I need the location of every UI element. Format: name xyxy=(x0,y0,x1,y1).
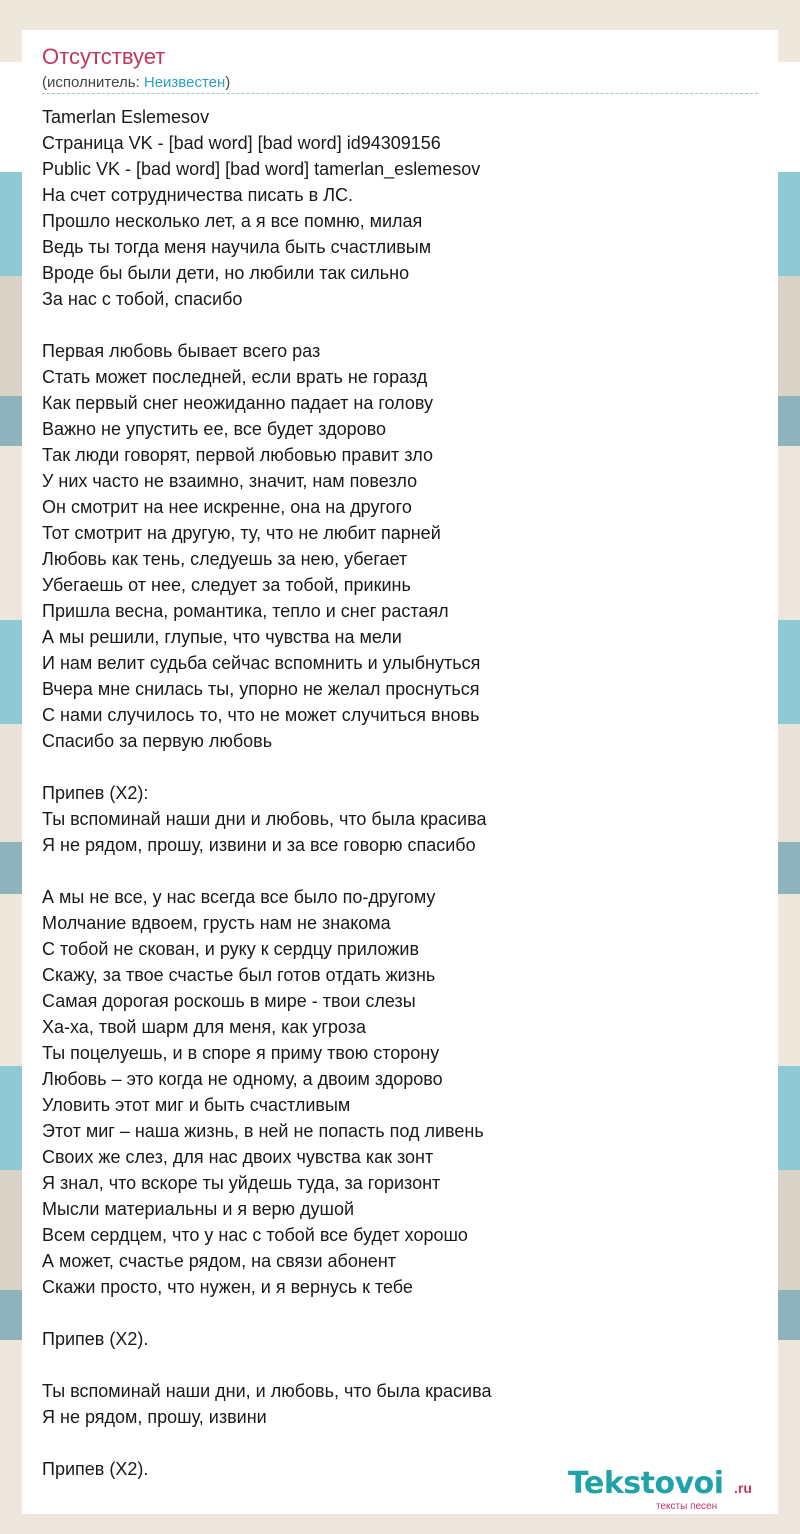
lyrics-line: Ты вспоминай наши дни и любовь, что была красива xyxy=(42,809,487,829)
song-title: Отсутствует xyxy=(42,44,166,69)
lyrics-line: Тот смотрит на другую, ту, что не любит парней xyxy=(42,523,441,543)
lyrics-blank-line xyxy=(42,1300,758,1326)
lyrics-line: Спасибо за первую любовь xyxy=(42,731,273,751)
lyrics-line: Самая дорогая роскошь в мире - твои слезы xyxy=(42,991,416,1011)
lyrics-line: Этот миг – наша жизнь, в ней не попасть под ливень xyxy=(42,1121,484,1141)
lyrics-text xyxy=(42,104,758,1482)
lyrics-line: Он смотрит на нее искренне, она на другого xyxy=(42,497,412,517)
lyrics-line: Важно не упустить ее, все будет здорово xyxy=(42,419,387,439)
lyrics-line: Как первый снег неожиданно падает на голову xyxy=(42,393,434,413)
lyrics-line: Убегаешь от нее, следует за тобой, прикинь xyxy=(42,575,411,595)
lyrics-line: Ты вспоминай наши дни, и любовь, что была красива xyxy=(42,1381,492,1401)
lyrics-line: Я знал, что вскоре ты уйдешь туда, за горизонт xyxy=(42,1173,441,1193)
lyrics-line: А может, счастье рядом, на связи абонент xyxy=(42,1251,396,1271)
tekstovoi-logo[interactable] xyxy=(568,1466,768,1512)
lyrics-line: Всем сердцем, что у нас с тобой все будет хорошо xyxy=(42,1225,468,1245)
lyrics-line: Своих же слез, для нас двоих чувства как зонт xyxy=(42,1147,434,1167)
lyrics-line: Вчера мне снилась ты, упорно не желал проснуться xyxy=(42,679,480,699)
header-divider xyxy=(42,93,758,94)
lyrics-line: Страница VK - [bad word] [bad word] id94309156 xyxy=(42,133,441,153)
lyrics-line: Припев (X2): xyxy=(42,783,149,803)
lyrics-line: У них часто не взаимно, значит, нам повезло xyxy=(42,471,418,491)
lyrics-line: Мысли материальны и я верю душой xyxy=(42,1199,355,1219)
lyrics-line: Стать может последней, если врать не горазд xyxy=(42,367,428,387)
lyrics-line: Я не рядом, прошу, извини xyxy=(42,1407,267,1427)
lyrics-card xyxy=(22,30,778,1514)
lyrics-line: Любовь как тень, следуешь за нею, убегает xyxy=(42,549,408,569)
lyrics-line: За нас с тобой, спасибо xyxy=(42,289,243,309)
logo-domain-text: .ru xyxy=(734,1480,752,1496)
lyrics-blank-line xyxy=(42,754,758,780)
lyrics-line: Я не рядом, прошу, извини и за все говорю спасибо xyxy=(42,835,476,855)
lyrics-line: Припев (X2). xyxy=(42,1329,149,1349)
lyrics-blank-line xyxy=(42,1430,758,1456)
lyrics-line: Скажу, за твое счастье был готов отдать жизнь xyxy=(42,965,436,985)
lyrics-line: Первая любовь бывает всего раз xyxy=(42,341,321,361)
lyrics-line: С нами случилось то, что не может случиться вновь xyxy=(42,705,480,725)
artist-link[interactable]: Неизвестен xyxy=(143,74,226,91)
lyrics-line: Уловить этот миг и быть счастливым xyxy=(42,1095,351,1115)
artist-line xyxy=(42,74,230,91)
logo-main-text: Tekstovoi xyxy=(568,1466,724,1501)
artist-prefix: (исполнитель: xyxy=(42,74,144,91)
lyrics-line: Скажи просто, что нужен, и я вернусь к тебе xyxy=(42,1277,413,1297)
artist-suffix: ) xyxy=(225,74,231,91)
lyrics-line: Public VK - [bad word] [bad word] tamerlan_eslemesov xyxy=(42,159,481,179)
lyrics-blank-line xyxy=(42,1352,758,1378)
lyrics-line: Припев (X2). xyxy=(42,1459,149,1479)
lyrics-line: На счет сотрудничества писать в ЛС. xyxy=(42,185,354,205)
lyrics-line: Пришла весна, романтика, тепло и снег растаял xyxy=(42,601,449,621)
lyrics-line: Молчание вдвоем, грусть нам не знакома xyxy=(42,913,391,933)
lyrics-line: И нам велит судьба сейчас вспомнить и улыбнуться xyxy=(42,653,481,673)
lyrics-line: А мы решили, глупые, что чувства на мели xyxy=(42,627,402,647)
lyrics-line: Tamerlan Eslemesov xyxy=(42,107,210,127)
lyrics-line: Любовь – это когда не одному, а двоим здорово xyxy=(42,1069,443,1089)
lyrics-blank-line xyxy=(42,858,758,884)
lyrics-line: Прошло несколько лет, а я все помню, милая xyxy=(42,211,423,231)
lyrics-line: Ведь ты тогда меня научила быть счастливым xyxy=(42,237,432,257)
lyrics-line: А мы не все, у нас всегда все было по-другому xyxy=(42,887,436,907)
lyrics-line: Ты поцелуешь, и в споре я приму твою сторону xyxy=(42,1043,440,1063)
lyrics-line: С тобой не скован, и руку к сердцу приложив xyxy=(42,939,420,959)
lyrics-line: Ха-ха, твой шарм для меня, как угроза xyxy=(42,1017,366,1037)
lyrics-line: Вроде бы были дети, но любили так сильно xyxy=(42,263,410,283)
logo-subtitle: тексты песен xyxy=(656,1501,718,1512)
lyrics-blank-line xyxy=(42,312,758,338)
lyrics-line: Так люди говорят, первой любовью правит зло xyxy=(42,445,433,465)
